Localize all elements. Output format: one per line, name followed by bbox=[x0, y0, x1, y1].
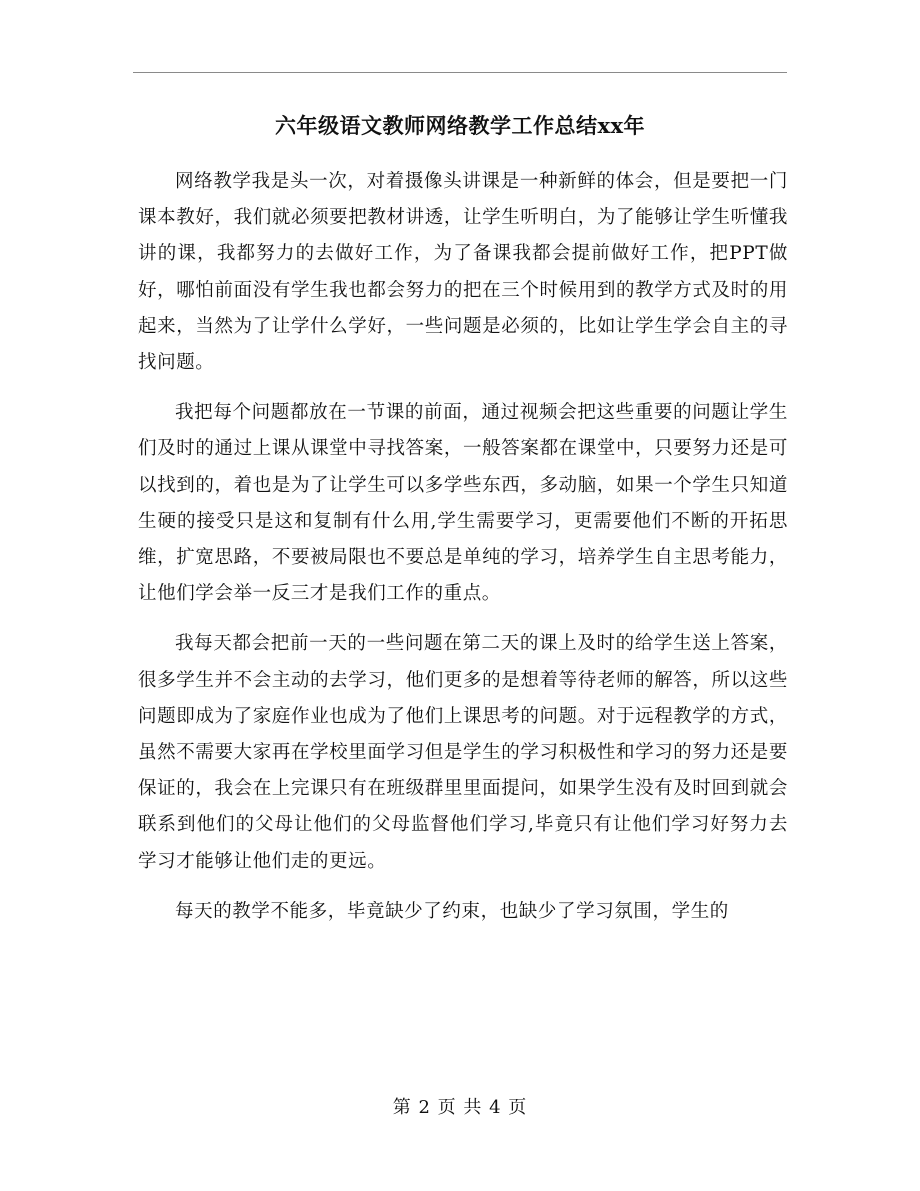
document-body bbox=[138, 164, 788, 944]
page-number-footer: 第 2 页 共 4 页 bbox=[392, 1097, 528, 1118]
paragraph-3: 我每天都会把前一天的一些问题在第二天的课上及时的给学生送上答案，很多学生并不会主动的去学习，他们更多的是想着等待老师的解答，所以这些问题即成为了家庭作业也成为了他们上课思考的问题。对于远程教学的方式，虽然不需要大家再在学校里面学习但是学生的学习积极性和学习的努力还是要保证的，我会在上完课只有在班级群里里面提问，如果学生没有及时回到就会联系到他们的父母让他们的父母监督他们学习,毕竟只有让他们学习好努力去学习才能够让他们走的更远。 bbox=[138, 633, 788, 872]
paragraph-4: 每天的教学不能多，毕竟缺少了约束，也缺少了学习氛围，学生的 bbox=[175, 900, 729, 922]
paragraph-2: 我把每个问题都放在一节课的前面，通过视频会把这些重要的问题让学生们及时的通过上课从课堂中寻找答案，一般答案都在课堂中，只要努力还是可以找到的，着也是为了让学生可以多学些东西，多动脑，如果一个学生只知道生硬的接受只是这和复制有什么用,学生需要学习，更需要他们不断的开拓思维，扩宽思路，不要被局限也不要总是单纯的学习，培养学生自主思考能力，让他们学会举一反三才是我们工作的重点。 bbox=[138, 402, 788, 605]
header-divider bbox=[133, 72, 787, 73]
document-title: 六年级语文教师网络教学工作总结xx年 bbox=[274, 113, 646, 138]
paragraph-1: 网络教学我是头一次，对着摄像头讲课是一种新鲜的体会，但是要把一门课本教好，我们就必须要把教材讲透，让学生听明白，为了能够让学生听懂我讲的课，我都努力的去做好工作，为了备课我都会提前做好工作，把PPT做好，哪怕前面没有学生我也都会努力的把在三个时候用到的教学方式及时的用起来，当然为了让学什么学好，一些问题是必须的，比如让学生学会自主的寻找问题。 bbox=[138, 171, 788, 374]
